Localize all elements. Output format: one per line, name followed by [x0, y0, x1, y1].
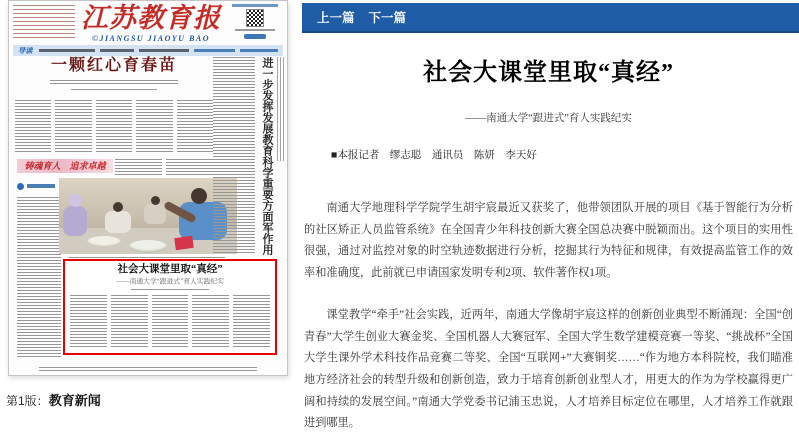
lead-article-headline: 一颗红心育春苗: [50, 57, 177, 74]
digest-label: 导读: [18, 46, 33, 55]
highlighted-article-region[interactable]: [63, 259, 277, 355]
vertical-headline: 进一步发挥发展教育科学重要方面军作用: [261, 57, 273, 255]
qr-caption-top: [232, 4, 278, 7]
qr-code-icon: [246, 9, 264, 27]
page-edge-strip: [277, 57, 284, 161]
photo-person-right-head: [191, 188, 207, 204]
reader-toolbar: [302, 3, 799, 33]
masthead-issue-info: [13, 5, 75, 41]
highlighted-article-title: 社会大课堂里取“真经”: [117, 264, 223, 275]
article-subtitle: ——南通大学“跟进式”育人实践纪实: [465, 113, 632, 124]
column-logo-text: [27, 184, 55, 188]
front-page-photo: [59, 178, 237, 254]
lead-article-columns-cont: [115, 159, 213, 175]
photo-person-left-head: [69, 194, 82, 207]
highlighted-article-byline: [131, 289, 209, 292]
lead-article-byline: [71, 89, 157, 92]
highlighted-article-subtitle: ——南通大学“跟进式”育人实践纪实: [115, 277, 225, 286]
digest-contact: [194, 49, 234, 52]
right-column-region: [213, 57, 275, 255]
newspaper-thumbnail-panel: [0, 0, 300, 443]
page-footer-line: [39, 367, 257, 371]
article-title: 社会大课堂里取“真经”: [423, 60, 674, 86]
article-body: [304, 198, 793, 435]
highlighted-article-columns: [70, 295, 270, 349]
digest-contact: [240, 49, 278, 52]
photo-plate: [87, 236, 121, 248]
next-article-link[interactable]: 下一篇: [368, 11, 407, 25]
article-byline: ■本报记者 缪志聪 通讯员 陈妍 李天好: [331, 150, 537, 161]
photo-red-card: [174, 236, 193, 250]
photo-person-left-body: [63, 206, 87, 236]
photo-person-mid1-body: [105, 211, 131, 233]
photo-person-mid1-head: [113, 202, 123, 212]
photo-person-mid2-head: [151, 196, 160, 205]
lead-article-headline-block: [15, 57, 213, 92]
page-section-name: 教育新闻: [48, 393, 101, 408]
lead-article-columns: [15, 100, 213, 154]
photo-person-mid2-body: [144, 204, 166, 224]
right-text-column: [213, 57, 255, 255]
page-label: [6, 390, 101, 409]
newspaper-title: 江苏教育报: [81, 3, 221, 33]
article-content: [300, 58, 799, 435]
digest-item: [139, 49, 189, 52]
article-paragraph: 课堂教学“牵手”社会实践，近两年，南通大学像胡宇宸这样的创新创业典型不断涌现：全国“创青春”大学生创业大赛金奖、全国机器人大赛冠军、全国大学生数学建模竞赛一等奖、“挑战杯”全国大学生课外学术科技作品竞赛二等奖、全国“互联网+”大赛铜奖……“作为地方本科院校，我们瞄准地方经济社会的转型升级和创新创造，致力于培育创新创业型人才，用更大的作为为学校赢得更广阔和持续的发展空间。”南通大学党委书记浦玉忠说，人才培养目标定位在哪里，人才培养工作就跟进到哪里。: [304, 308, 793, 430]
front-page-digest-bar: [13, 45, 283, 56]
article-reader-panel: [300, 0, 799, 443]
column-logo-icon: [17, 183, 24, 190]
masthead-badge: [244, 34, 266, 39]
prev-article-link[interactable]: 上一篇: [317, 11, 355, 25]
column-logo: [17, 179, 61, 193]
photo-plate: [129, 240, 167, 253]
calligraphy-banner: 铸魂育人 追求卓越: [17, 159, 113, 173]
page-number: 第1版：: [6, 394, 49, 408]
digest-item: [100, 49, 135, 52]
left-text-column: [17, 197, 61, 359]
qr-caption-bottom: [235, 29, 275, 31]
newspaper-title-pinyin: ©JIANGSU JIAOYU BAO: [91, 34, 211, 43]
digest-item: [39, 49, 95, 52]
lead-article-subtitle: [50, 80, 178, 84]
newspaper-front-page: [8, 0, 288, 376]
newspaper-masthead: [13, 3, 283, 43]
article-paragraph: 南通大学地理科学学院学生胡宇宸最近又获奖了，他带领团队开展的项目《基于智能行为分析的社区矫正人员监管系统》在全国青少年科技创新大赛全国总决赛中脱颖而出。这个项目的实用性很强，通过对监控对象的时空轨迹数据进行分析，挖掘其行为特征和规律，有效提高监管工作的效率和准确度，此前就已申请国家发明专利2项、软件著作权1项。: [304, 202, 793, 280]
